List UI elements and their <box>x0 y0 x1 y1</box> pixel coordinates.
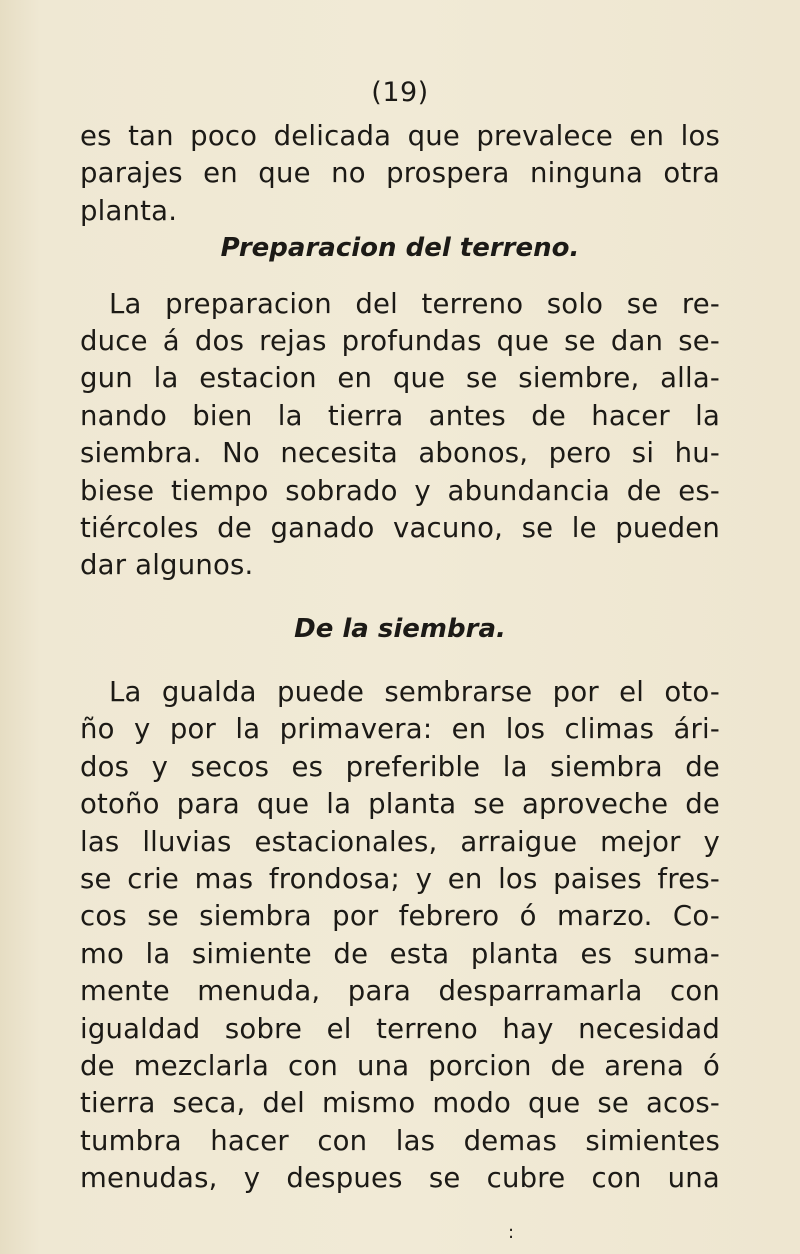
text-line: las lluvias estacionales, arraigue mejor y <box>80 825 720 858</box>
text-line: planta. <box>80 194 178 227</box>
text-line: La preparacion del terreno solo se re- <box>109 287 720 320</box>
text-line: siembra. No necesita abonos, pero si hu- <box>80 437 720 470</box>
paragraph-1 <box>80 118 720 230</box>
text-line: mo la simiente de esta planta es suma- <box>80 937 720 970</box>
page-number: (19) <box>371 77 429 108</box>
text-line: tiércoles de ganado vacuno, se le pueden <box>80 511 720 544</box>
text-line: duce á dos rejas profundas que se dan se- <box>80 324 720 357</box>
text-line: tumbra hacer con las demas simientes <box>80 1124 720 1157</box>
text-line: biese tiempo sobrado y abundancia de es- <box>80 474 720 507</box>
text-line: es tan poco delicada que prevalece en los <box>80 120 720 152</box>
text-line: ño y por la primavera: en los climas ári- <box>80 713 720 746</box>
section-heading-preparacion: Preparacion del terreno. <box>220 233 580 264</box>
text-line: nando bien la tierra antes de hacer la <box>80 399 720 432</box>
text-line: otoño para que la planta se aproveche de <box>80 788 720 821</box>
paragraph-3 <box>80 674 720 1197</box>
text-line: se crie mas frondosa; y en los paises fres- <box>80 863 720 896</box>
text-line: La gualda puede sembrarse por el oto- <box>109 676 720 709</box>
text-line: de mezclarla con una porcion de arena ó <box>80 1049 720 1082</box>
paragraph-2 <box>80 286 720 585</box>
footer-mark: : <box>508 1222 515 1243</box>
text-line: mente menuda, para desparramarla con <box>80 975 720 1008</box>
text-line: igualdad sobre el terreno hay necesidad <box>80 1012 720 1045</box>
section-heading-siembra: De la siembra. <box>294 613 506 644</box>
text-line: gun la estacion en que se siembre, alla- <box>80 362 720 395</box>
text-line: cos se siembra por febrero ó marzo. Co- <box>80 900 720 933</box>
text-line: dos y secos es preferible la siembra de <box>80 750 720 783</box>
page-text <box>80 116 720 1198</box>
text-line: dar algunos. <box>80 549 254 582</box>
text-line: tierra seca, del mismo modo que se acos- <box>80 1087 720 1120</box>
text-line: menudas, y despues se cubre con una <box>80 1162 720 1195</box>
text-line: parajes en que no prospera ninguna otra <box>80 157 720 190</box>
